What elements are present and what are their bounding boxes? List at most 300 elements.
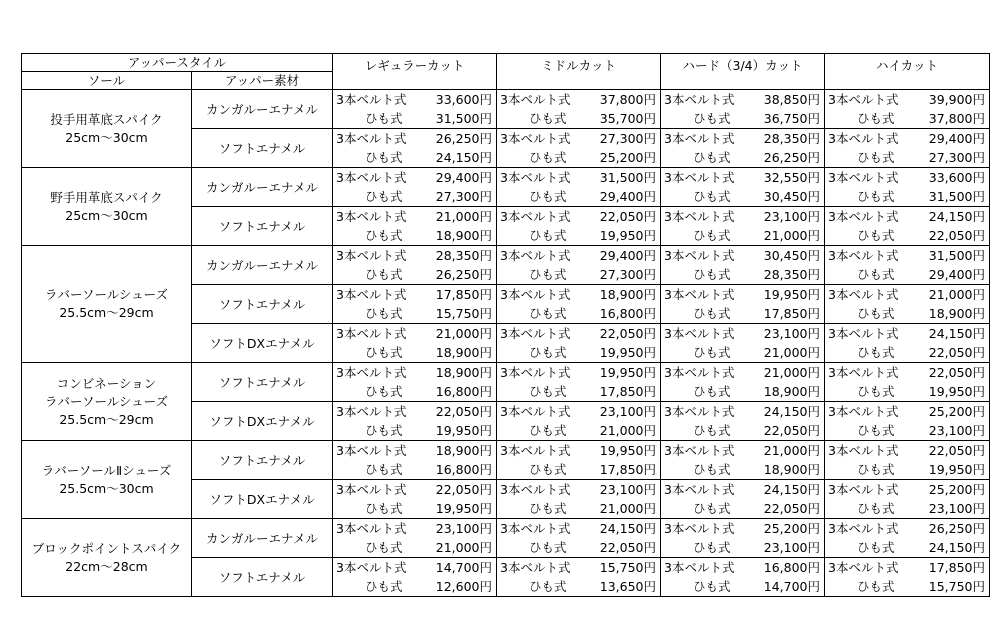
sole-line: ブロックポイントスパイク: [31, 540, 182, 556]
lace-type-label: ひも式: [365, 189, 403, 204]
material-cell: ソフトエナメル: [192, 363, 333, 402]
lace-price-value: 17,850円: [599, 462, 657, 477]
lace-price-value: 22,050円: [599, 540, 657, 555]
lace-price-line: [825, 343, 989, 362]
lace-price-line: [661, 343, 824, 362]
lace-price-value: 19,950円: [435, 423, 493, 438]
sole-line: 25.5cm～29cm: [59, 305, 154, 320]
belt-price-value: 32,550円: [763, 170, 821, 185]
lace-price-value: 22,050円: [928, 228, 986, 243]
sole-cell: [22, 363, 192, 441]
belt-price-line: [497, 246, 660, 265]
belt-price-value: 29,400円: [435, 170, 493, 185]
belt-price-line: [333, 402, 496, 421]
belt-type-label: 3本ベルト式: [828, 482, 899, 497]
sole-line: 投手用革底スパイク: [50, 111, 163, 127]
lace-price-value: 23,100円: [928, 423, 986, 438]
lace-price-line: [497, 460, 660, 479]
belt-type-label: 3本ベルト式: [664, 170, 735, 185]
sole-line: ラバーソールⅡシューズ: [41, 462, 172, 478]
lace-type-label: ひも式: [529, 345, 567, 360]
belt-type-label: 3本ベルト式: [500, 365, 571, 380]
belt-price-line: [661, 441, 824, 460]
lace-price-value: 17,850円: [599, 384, 657, 399]
lace-price-value: 14,700円: [763, 579, 821, 594]
belt-price-value: 19,950円: [763, 287, 821, 302]
lace-price-line: [333, 538, 496, 557]
lace-type-label: ひも式: [857, 384, 895, 399]
lace-price-line: [333, 265, 496, 284]
belt-price-value: 31,500円: [599, 170, 657, 185]
price-cell: [661, 402, 825, 441]
sole-cell: [22, 246, 192, 363]
lace-price-value: 35,700円: [599, 111, 657, 126]
lace-price-line: [497, 187, 660, 206]
belt-price-value: 28,350円: [763, 131, 821, 146]
belt-type-label: 3本ベルト式: [828, 287, 899, 302]
belt-price-line: [661, 168, 824, 187]
belt-price-value: 37,800円: [599, 92, 657, 107]
lace-price-value: 23,100円: [928, 501, 986, 516]
lace-price-value: 19,950円: [599, 345, 657, 360]
lace-price-line: [661, 538, 824, 557]
sole-line: 野手用革底スパイク: [50, 189, 163, 205]
lace-type-label: ひも式: [529, 228, 567, 243]
lace-price-value: 19,950円: [599, 228, 657, 243]
belt-price-line: [825, 363, 989, 382]
price-cell: [497, 441, 661, 480]
lace-price-line: [333, 187, 496, 206]
lace-type-label: ひも式: [693, 423, 731, 438]
material-cell: ソフトDXエナメル: [192, 480, 333, 519]
lace-price-value: 27,300円: [435, 189, 493, 204]
price-cell: [333, 285, 497, 324]
belt-price-line: [825, 519, 989, 538]
belt-price-line: [333, 441, 496, 460]
lace-price-value: 37,800円: [928, 111, 986, 126]
lace-price-line: [497, 343, 660, 362]
lace-type-label: ひも式: [529, 384, 567, 399]
lace-price-value: 19,950円: [928, 462, 986, 477]
belt-price-value: 39,900円: [928, 92, 986, 107]
belt-price-value: 23,100円: [599, 482, 657, 497]
belt-type-label: 3本ベルト式: [500, 482, 571, 497]
header-cut-middle: ミドルカット: [497, 54, 661, 90]
lace-type-label: ひも式: [365, 150, 403, 165]
lace-type-label: ひも式: [365, 462, 403, 477]
belt-price-value: 22,050円: [599, 209, 657, 224]
belt-type-label: 3本ベルト式: [500, 521, 571, 536]
belt-type-label: 3本ベルト式: [664, 443, 735, 458]
lace-price-value: 15,750円: [928, 579, 986, 594]
belt-price-value: 15,750円: [599, 560, 657, 575]
material-cell: カンガルーエナメル: [192, 168, 333, 207]
lace-price-value: 36,750円: [763, 111, 821, 126]
belt-type-label: 3本ベルト式: [828, 209, 899, 224]
belt-type-label: 3本ベルト式: [336, 521, 407, 536]
lace-price-line: [825, 148, 989, 167]
belt-price-value: 25,200円: [928, 482, 986, 497]
price-cell: [825, 129, 990, 168]
header-cut-regular: レギュラーカット: [333, 54, 497, 90]
material-cell: ソフトエナメル: [192, 441, 333, 480]
lace-type-label: ひも式: [365, 423, 403, 438]
lace-price-value: 19,950円: [435, 501, 493, 516]
belt-price-value: 28,350円: [435, 248, 493, 263]
price-cell: [497, 363, 661, 402]
belt-type-label: 3本ベルト式: [664, 131, 735, 146]
belt-price-line: [333, 90, 496, 109]
price-cell: [825, 285, 990, 324]
lace-price-value: 18,900円: [435, 228, 493, 243]
belt-type-label: 3本ベルト式: [828, 326, 899, 341]
price-cell: [825, 207, 990, 246]
lace-type-label: ひも式: [365, 501, 403, 516]
lace-price-line: [661, 148, 824, 167]
lace-price-line: [333, 343, 496, 362]
lace-type-label: ひも式: [529, 423, 567, 438]
price-cell: [333, 441, 497, 480]
belt-type-label: 3本ベルト式: [828, 560, 899, 575]
lace-price-line: [825, 226, 989, 245]
header-cut-high: ハイカット: [825, 54, 990, 90]
belt-type-label: 3本ベルト式: [828, 248, 899, 263]
belt-price-value: 27,300円: [599, 131, 657, 146]
lace-price-value: 27,300円: [599, 267, 657, 282]
belt-type-label: 3本ベルト式: [664, 287, 735, 302]
price-cell: [661, 324, 825, 363]
table-row: [22, 246, 990, 285]
belt-price-line: [497, 558, 660, 577]
lace-type-label: ひも式: [529, 267, 567, 282]
belt-price-line: [497, 90, 660, 109]
belt-price-line: [333, 246, 496, 265]
belt-price-line: [825, 129, 989, 148]
price-cell: [497, 519, 661, 558]
lace-type-label: ひも式: [857, 501, 895, 516]
belt-price-value: 22,050円: [599, 326, 657, 341]
price-cell: [825, 519, 990, 558]
belt-price-value: 30,450円: [763, 248, 821, 263]
lace-price-line: [333, 421, 496, 440]
lace-price-line: [333, 577, 496, 596]
price-cell: [661, 129, 825, 168]
lace-type-label: ひも式: [365, 345, 403, 360]
belt-price-line: [497, 129, 660, 148]
belt-price-line: [825, 168, 989, 187]
material-cell: カンガルーエナメル: [192, 90, 333, 129]
belt-type-label: 3本ベルト式: [828, 365, 899, 380]
lace-price-value: 22,050円: [928, 345, 986, 360]
belt-price-value: 23,100円: [763, 209, 821, 224]
price-cell: [333, 402, 497, 441]
belt-price-value: 38,850円: [763, 92, 821, 107]
lace-price-value: 16,800円: [435, 384, 493, 399]
lace-type-label: ひも式: [529, 111, 567, 126]
belt-price-line: [333, 324, 496, 343]
belt-price-line: [333, 168, 496, 187]
material-cell: ソフトエナメル: [192, 558, 333, 597]
lace-price-value: 21,000円: [599, 423, 657, 438]
belt-price-line: [497, 168, 660, 187]
belt-price-value: 18,900円: [435, 443, 493, 458]
lace-type-label: ひも式: [693, 267, 731, 282]
belt-price-line: [333, 285, 496, 304]
belt-type-label: 3本ベルト式: [500, 170, 571, 185]
lace-price-line: [661, 499, 824, 518]
belt-price-value: 17,850円: [435, 287, 493, 302]
lace-price-line: [497, 499, 660, 518]
lace-price-line: [497, 226, 660, 245]
lace-price-line: [825, 538, 989, 557]
lace-price-line: [333, 499, 496, 518]
belt-price-value: 18,900円: [599, 287, 657, 302]
price-cell: [333, 168, 497, 207]
belt-price-value: 24,150円: [763, 404, 821, 419]
sole-cell: [22, 168, 192, 246]
belt-price-value: 16,800円: [763, 560, 821, 575]
price-cell: [661, 441, 825, 480]
belt-type-label: 3本ベルト式: [336, 131, 407, 146]
lace-type-label: ひも式: [857, 345, 895, 360]
lace-price-line: [661, 187, 824, 206]
lace-type-label: ひも式: [857, 540, 895, 555]
belt-price-line: [497, 363, 660, 382]
lace-price-value: 17,850円: [763, 306, 821, 321]
price-cell: [497, 168, 661, 207]
price-cell: [497, 129, 661, 168]
belt-price-line: [497, 207, 660, 226]
sole-cell: [22, 90, 192, 168]
belt-price-line: [825, 246, 989, 265]
lace-type-label: ひも式: [693, 306, 731, 321]
lace-type-label: ひも式: [365, 306, 403, 321]
price-cell: [661, 285, 825, 324]
lace-price-value: 21,000円: [763, 228, 821, 243]
lace-price-value: 21,000円: [435, 540, 493, 555]
belt-price-value: 23,100円: [599, 404, 657, 419]
sole-line: 25.5cm～30cm: [59, 480, 154, 496]
belt-price-line: [825, 558, 989, 577]
belt-price-line: [661, 519, 824, 538]
lace-price-line: [497, 148, 660, 167]
price-cell: [497, 207, 661, 246]
belt-price-value: 25,200円: [763, 521, 821, 536]
header-sole: ソール: [22, 72, 192, 90]
belt-price-line: [333, 363, 496, 382]
price-cell: [333, 246, 497, 285]
price-cell: [825, 363, 990, 402]
belt-price-value: 22,050円: [928, 365, 986, 380]
belt-price-value: 26,250円: [928, 521, 986, 536]
lace-price-line: [661, 577, 824, 596]
belt-price-line: [661, 558, 824, 577]
lace-price-value: 18,900円: [763, 384, 821, 399]
price-cell: [661, 90, 825, 129]
table-row: [22, 363, 990, 402]
price-cell: [497, 324, 661, 363]
lace-type-label: ひも式: [529, 306, 567, 321]
belt-price-value: 24,150円: [928, 209, 986, 224]
lace-price-line: [333, 304, 496, 323]
lace-price-line: [497, 538, 660, 557]
lace-type-label: ひも式: [365, 540, 403, 555]
belt-price-value: 19,950円: [599, 365, 657, 380]
belt-price-value: 22,050円: [435, 482, 493, 497]
lace-price-line: [497, 265, 660, 284]
lace-type-label: ひも式: [857, 228, 895, 243]
sole-line: 25cm～30cm: [65, 207, 148, 223]
price-cell: [661, 168, 825, 207]
lace-price-value: 23,100円: [763, 540, 821, 555]
lace-price-value: 31,500円: [435, 111, 493, 126]
lace-price-line: [497, 304, 660, 323]
lace-price-line: [661, 109, 824, 128]
price-cell: [497, 285, 661, 324]
lace-price-line: [333, 226, 496, 245]
material-cell: ソフトDXエナメル: [192, 324, 333, 363]
belt-price-line: [333, 480, 496, 499]
belt-price-value: 33,600円: [928, 170, 986, 185]
lace-price-line: [825, 460, 989, 479]
lace-price-value: 13,650円: [599, 579, 657, 594]
belt-price-line: [497, 441, 660, 460]
lace-price-line: [825, 265, 989, 284]
lace-type-label: ひも式: [529, 540, 567, 555]
belt-price-value: 21,000円: [435, 209, 493, 224]
lace-type-label: ひも式: [857, 462, 895, 477]
material-cell: ソフトエナメル: [192, 285, 333, 324]
price-cell: [825, 324, 990, 363]
lace-type-label: ひも式: [365, 111, 403, 126]
table-body: [22, 54, 990, 597]
table-row: [22, 168, 990, 207]
lace-price-value: 26,250円: [763, 150, 821, 165]
belt-price-line: [661, 363, 824, 382]
belt-price-value: 24,150円: [763, 482, 821, 497]
lace-type-label: ひも式: [693, 111, 731, 126]
belt-type-label: 3本ベルト式: [664, 482, 735, 497]
lace-price-value: 19,950円: [928, 384, 986, 399]
lace-price-line: [825, 382, 989, 401]
belt-price-value: 22,050円: [928, 443, 986, 458]
lace-price-value: 29,400円: [599, 189, 657, 204]
belt-price-line: [825, 285, 989, 304]
price-cell: [825, 480, 990, 519]
belt-type-label: 3本ベルト式: [500, 131, 571, 146]
lace-type-label: ひも式: [693, 579, 731, 594]
lace-price-line: [333, 382, 496, 401]
belt-type-label: 3本ベルト式: [828, 443, 899, 458]
belt-price-value: 24,150円: [599, 521, 657, 536]
belt-price-line: [661, 480, 824, 499]
belt-price-line: [661, 324, 824, 343]
lace-type-label: ひも式: [693, 150, 731, 165]
sole-cell: [22, 519, 192, 597]
lace-price-line: [825, 421, 989, 440]
sole-line: 22cm～28cm: [65, 558, 148, 574]
price-cell: [333, 558, 497, 597]
lace-type-label: ひも式: [529, 501, 567, 516]
material-cell: ソフトエナメル: [192, 207, 333, 246]
lace-type-label: ひも式: [857, 267, 895, 282]
price-cell: [333, 363, 497, 402]
header-cut-hard: ハード（3/4）カット: [661, 54, 825, 90]
lace-price-value: 12,600円: [435, 579, 493, 594]
belt-price-line: [497, 402, 660, 421]
belt-price-value: 22,050円: [435, 404, 493, 419]
belt-type-label: 3本ベルト式: [336, 326, 407, 341]
material-cell: カンガルーエナメル: [192, 519, 333, 558]
belt-type-label: 3本ベルト式: [336, 170, 407, 185]
price-cell: [661, 480, 825, 519]
belt-price-value: 24,150円: [928, 326, 986, 341]
belt-price-line: [497, 285, 660, 304]
table-row: [22, 441, 990, 480]
belt-price-line: [497, 519, 660, 538]
lace-price-line: [661, 265, 824, 284]
price-cell: [661, 558, 825, 597]
lace-type-label: ひも式: [365, 267, 403, 282]
belt-type-label: 3本ベルト式: [664, 521, 735, 536]
belt-price-line: [661, 129, 824, 148]
price-cell: [333, 519, 497, 558]
belt-price-value: 14,700円: [435, 560, 493, 575]
lace-type-label: ひも式: [693, 501, 731, 516]
lace-price-line: [825, 577, 989, 596]
lace-type-label: ひも式: [857, 579, 895, 594]
material-cell: ソフトエナメル: [192, 129, 333, 168]
price-cell: [333, 480, 497, 519]
sole-line: ラバーソールシューズ: [44, 287, 169, 302]
price-cell: [825, 246, 990, 285]
lace-price-value: 30,450円: [763, 189, 821, 204]
lace-price-value: 18,900円: [763, 462, 821, 477]
belt-type-label: 3本ベルト式: [336, 443, 407, 458]
lace-price-line: [825, 109, 989, 128]
lace-type-label: ひも式: [857, 306, 895, 321]
belt-type-label: 3本ベルト式: [664, 209, 735, 224]
belt-price-line: [333, 129, 496, 148]
sole-cell: [22, 441, 192, 519]
lace-price-line: [661, 304, 824, 323]
lace-type-label: ひも式: [857, 423, 895, 438]
belt-type-label: 3本ベルト式: [500, 443, 571, 458]
lace-price-value: 26,250円: [435, 267, 493, 282]
price-cell: [661, 207, 825, 246]
lace-type-label: ひも式: [693, 345, 731, 360]
belt-price-line: [333, 207, 496, 226]
material-cell: ソフトDXエナメル: [192, 402, 333, 441]
lace-price-value: 21,000円: [599, 501, 657, 516]
belt-price-line: [661, 90, 824, 109]
belt-price-value: 23,100円: [435, 521, 493, 536]
header-row-upper: [22, 54, 990, 72]
lace-type-label: ひも式: [529, 462, 567, 477]
belt-type-label: 3本ベルト式: [336, 287, 407, 302]
belt-price-line: [661, 402, 824, 421]
lace-price-line: [661, 460, 824, 479]
sole-line: 25cm～30cm: [65, 129, 148, 145]
lace-type-label: ひも式: [693, 384, 731, 399]
belt-price-value: 21,000円: [763, 443, 821, 458]
belt-type-label: 3本ベルト式: [336, 482, 407, 497]
belt-price-line: [497, 324, 660, 343]
lace-price-line: [497, 109, 660, 128]
lace-price-line: [497, 421, 660, 440]
lace-price-value: 27,300円: [928, 150, 986, 165]
lace-price-value: 21,000円: [763, 345, 821, 360]
